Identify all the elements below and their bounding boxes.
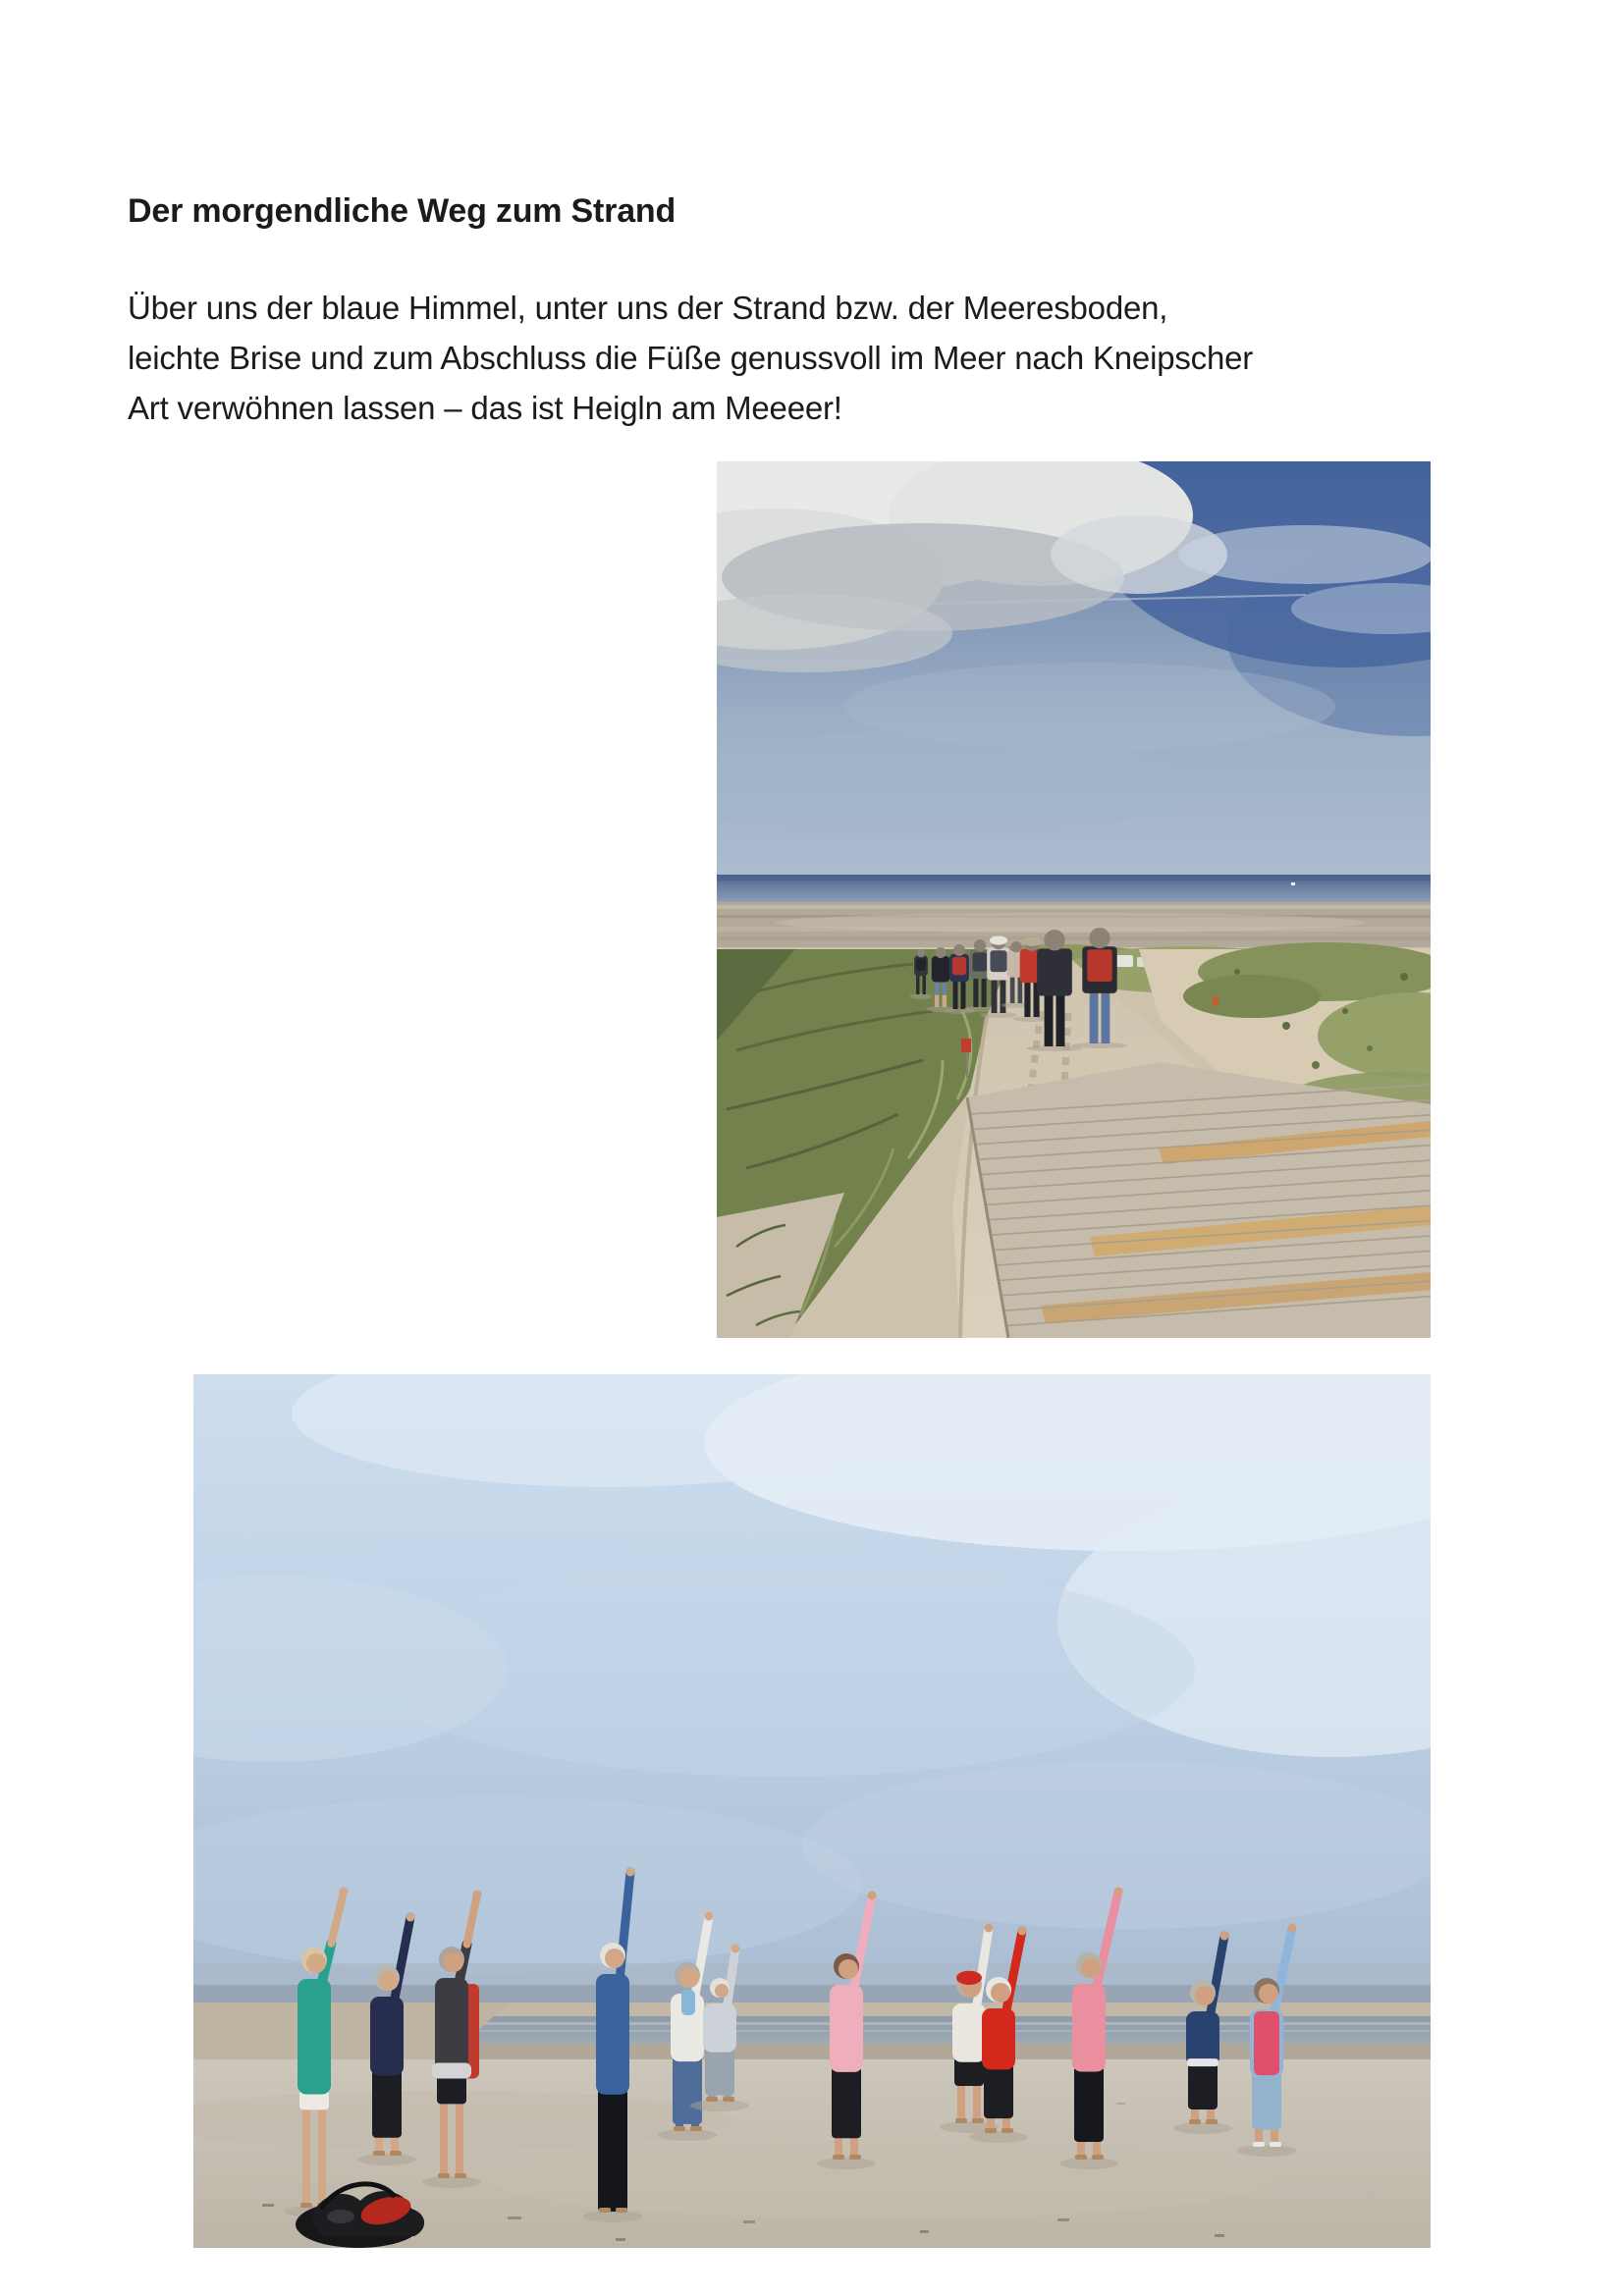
body-paragraph xyxy=(128,283,1253,433)
boardwalk xyxy=(967,1062,1431,1338)
photo2-illustration xyxy=(193,1374,1431,2248)
paragraph-line: leichte Brise und zum Abschluss die Füße genussvoll im Meer nach Kneipscher xyxy=(128,340,1254,376)
page-title: Der morgendliche Weg zum Strand xyxy=(128,192,677,230)
photo-beach-gymnastics xyxy=(193,1374,1431,2248)
sea-horizon xyxy=(717,875,1431,902)
paragraph-line: Über uns der blaue Himmel, unter uns der Strand bzw. der Meeresboden, xyxy=(128,290,1168,326)
photo-boardwalk-to-beach xyxy=(717,461,1431,1338)
sky xyxy=(193,1374,1431,2022)
paragraph-line: Art verwöhnen lassen – das ist Heigln am Meeeer! xyxy=(128,390,842,426)
mudflats xyxy=(717,902,1431,949)
photo1-illustration xyxy=(717,461,1431,1338)
